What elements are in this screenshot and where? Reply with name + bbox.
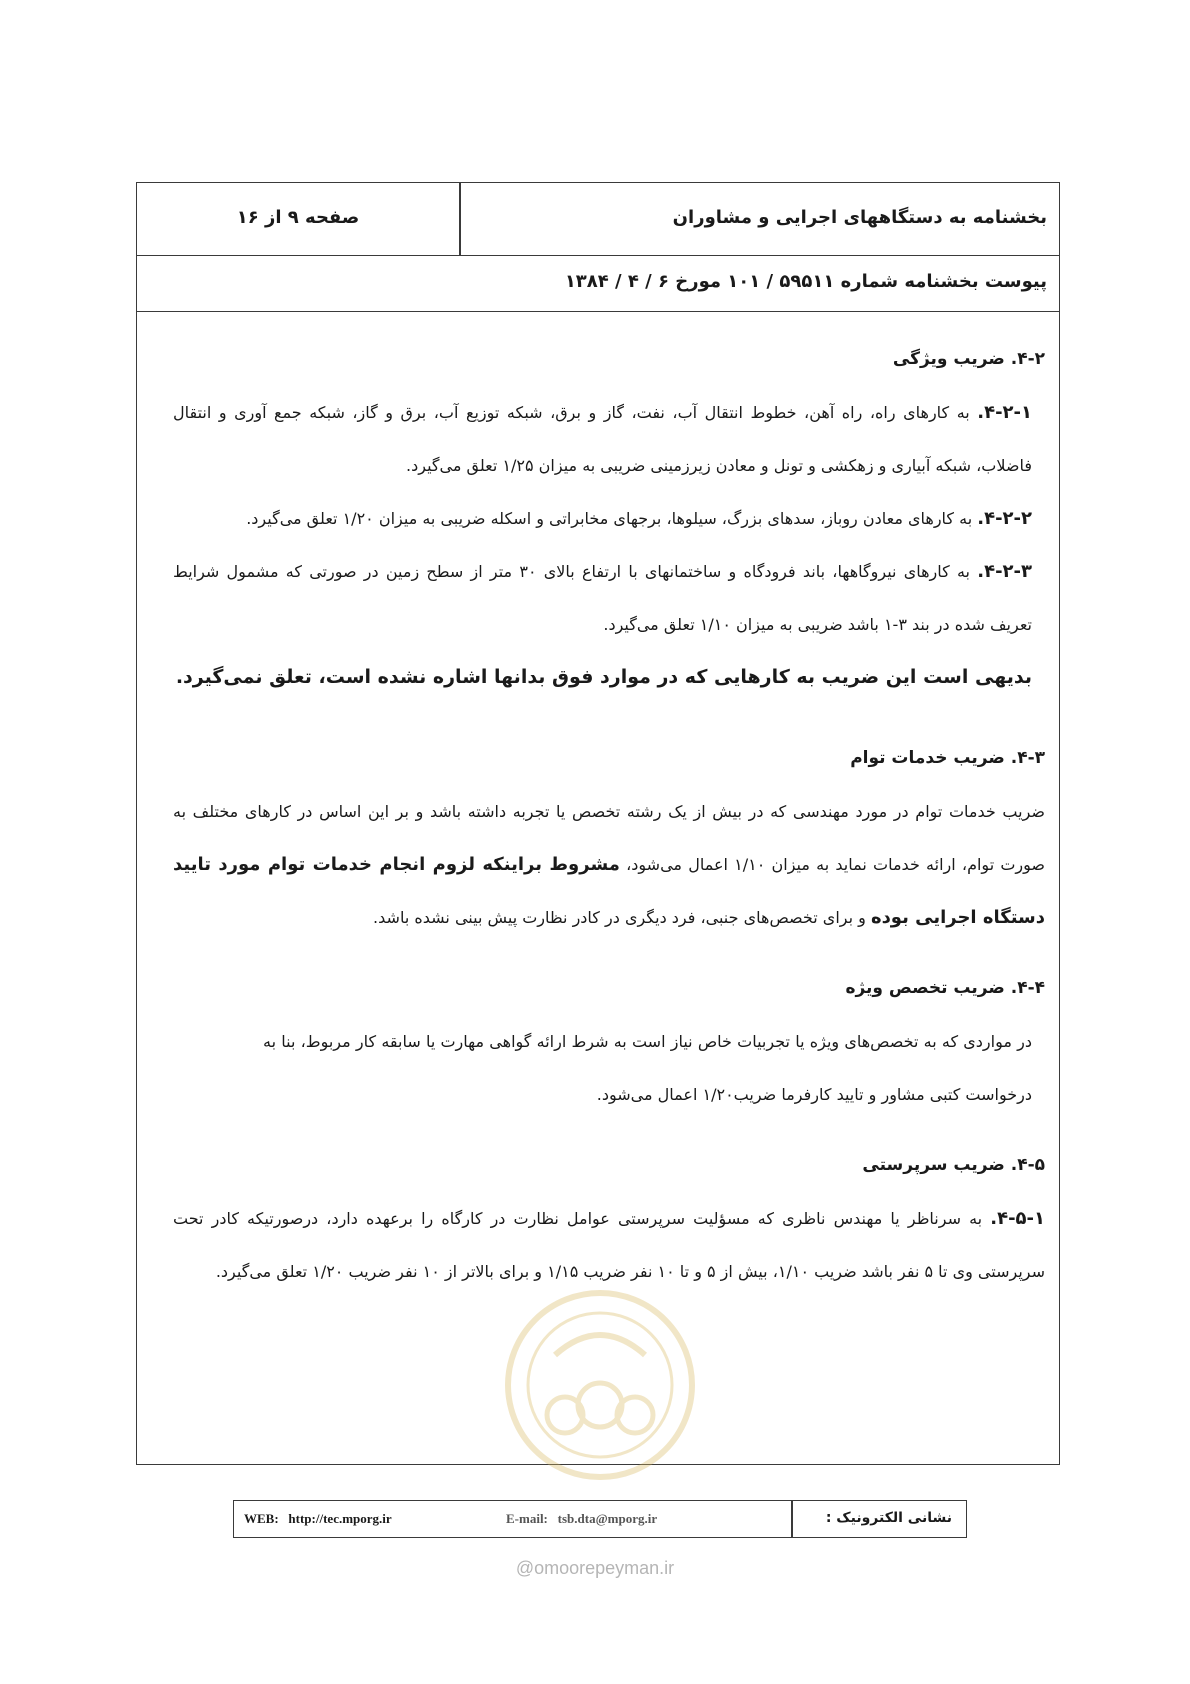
header-row	[137, 183, 1059, 256]
paragraph-text: ضریب خدمات توام در مورد مهندسی که در بیش از یک رشته تخصص یا تجربه داشته باشد و بر این اساس در کارهای مختلف به صورت توام، ارائه خدمات نماید به میزان ۱/۱۰ اعمال می‌شود،	[173, 802, 1046, 874]
section-heading-4-5: ۴-۵. ضریب سرپرستی	[862, 1155, 1045, 1175]
section-heading-4-3: ۴-۳. ضریب خدمات توام	[850, 748, 1045, 768]
website-link[interactable]	[244, 1511, 392, 1527]
document-title: بخشنامه به دستگاههای اجرایی و مشاوران	[672, 207, 1047, 228]
document-frame	[136, 182, 1060, 1465]
circular-reference: پیوست بخشنامه شماره ۵۹۵۱۱ / ۱۰۱ مورخ ۶ / ۴ / ۱۳۸۴	[564, 271, 1047, 292]
email-label: E-mail:	[506, 1511, 548, 1526]
item-text: به کارهای راه، راه آهن، خطوط انتقال آب، نفت، گاز و برق، شبکه توزیع آب، برق و گاز، شبکه جمع آوری و انتقال فاضلاب، شبکه آبیاری و زهکشی و تونل و معادن زیرزمینی ضریبی به میزان ۱/۲۵ تعلق می‌گیرد.	[173, 403, 1032, 475]
paragraph-4-4: در مواردی که به تخصص‌های ویژه یا تجربیات خاص نیاز است به شرط ارائه گواهی مهارت یا سابقه کار مربوط، بنا به درخواست کتبی مشاور و تایید کارفرما ضریب۱/۲۰ اعمال می‌شود.	[263, 1032, 1032, 1104]
paragraph-4-3	[173, 785, 1045, 944]
electronic-address-label: نشانی الکترونیک :	[825, 1510, 952, 1526]
header-divider	[459, 183, 461, 256]
item-number: ۴-۲-۱.	[977, 402, 1032, 423]
item-number: ۴-۵-۱.	[990, 1208, 1045, 1229]
stamp-logo-icon	[500, 1285, 700, 1485]
paragraph-4-2-3	[173, 545, 1045, 651]
email-address: tsb.dta@mporg.ir	[557, 1511, 658, 1526]
paragraph-text: و برای تخصص‌های جنبی، فرد دیگری در کادر نظارت پیش بینی نشده باشد.	[373, 908, 871, 927]
note-paragraph: بدیهی است این ضریب به کارهایی که در موارد فوق بدانها اشاره نشده است، تعلق نمی‌گیرد.	[175, 666, 1032, 688]
footer-divider	[791, 1501, 793, 1537]
section-heading-4-2: ۴-۲. ضریب ویژگی	[892, 349, 1045, 369]
paragraph-bold-text: مشروط براینکه لزوم انجام خدمات توام مورد تایید دستگاه اجرایی بوده	[173, 854, 1045, 928]
item-text: به سرناظر یا مهندس ناظری که مسؤلیت سرپرستی عوامل نظارت در کارگاه را برعهده دارد، درصورتیکه کادر تحت سرپرستی وی تا ۵ نفر باشد ضریب ۱/۱۰، بیش از ۵ و تا ۱۰ نفر ضریب ۱/۱۵ و برای بالاتر از ۱۰ نفر ضریب ۱/۲۰ تعلق می‌گیرد.	[173, 1209, 1045, 1281]
email-link[interactable]	[506, 1511, 657, 1527]
web-url: http://tec.mporg.ir	[288, 1511, 392, 1526]
section-heading-4-4: ۴-۴. ضریب تخصص ویژه	[845, 978, 1045, 998]
paragraph-4-2-1	[173, 386, 1045, 492]
item-text: به کارهای نیروگاهها، باند فرودگاه و ساختمانهای با ارتفاع بالای ۳۰ متر از سطح زمین در صورتی که مشمول شرایط تعریف شده در بند ۳-۱ باشد ضریبی به میزان ۱/۱۰ تعلق می‌گیرد.	[173, 562, 1032, 634]
item-number: ۴-۲-۲.	[977, 508, 1032, 529]
paragraph-4-2-2	[173, 492, 1045, 545]
item-text: به کارهای معادن روباز، سدهای بزرگ، سیلوها، برجهای مخابراتی و اسکله ضریبی به میزان ۱/۲۰ تعلق می‌گیرد.	[246, 509, 978, 528]
subheader-row	[137, 256, 1059, 312]
document-body	[173, 333, 1045, 1298]
watermark-text: @omoorepeyman.ir	[515, 1558, 675, 1578]
item-number: ۴-۲-۳.	[977, 561, 1032, 582]
page-number: صفحه ۹ از ۱۶	[236, 207, 360, 228]
footer-box	[233, 1500, 967, 1538]
paragraph-4-5-1	[173, 1192, 1045, 1298]
web-label: WEB:	[244, 1511, 279, 1526]
